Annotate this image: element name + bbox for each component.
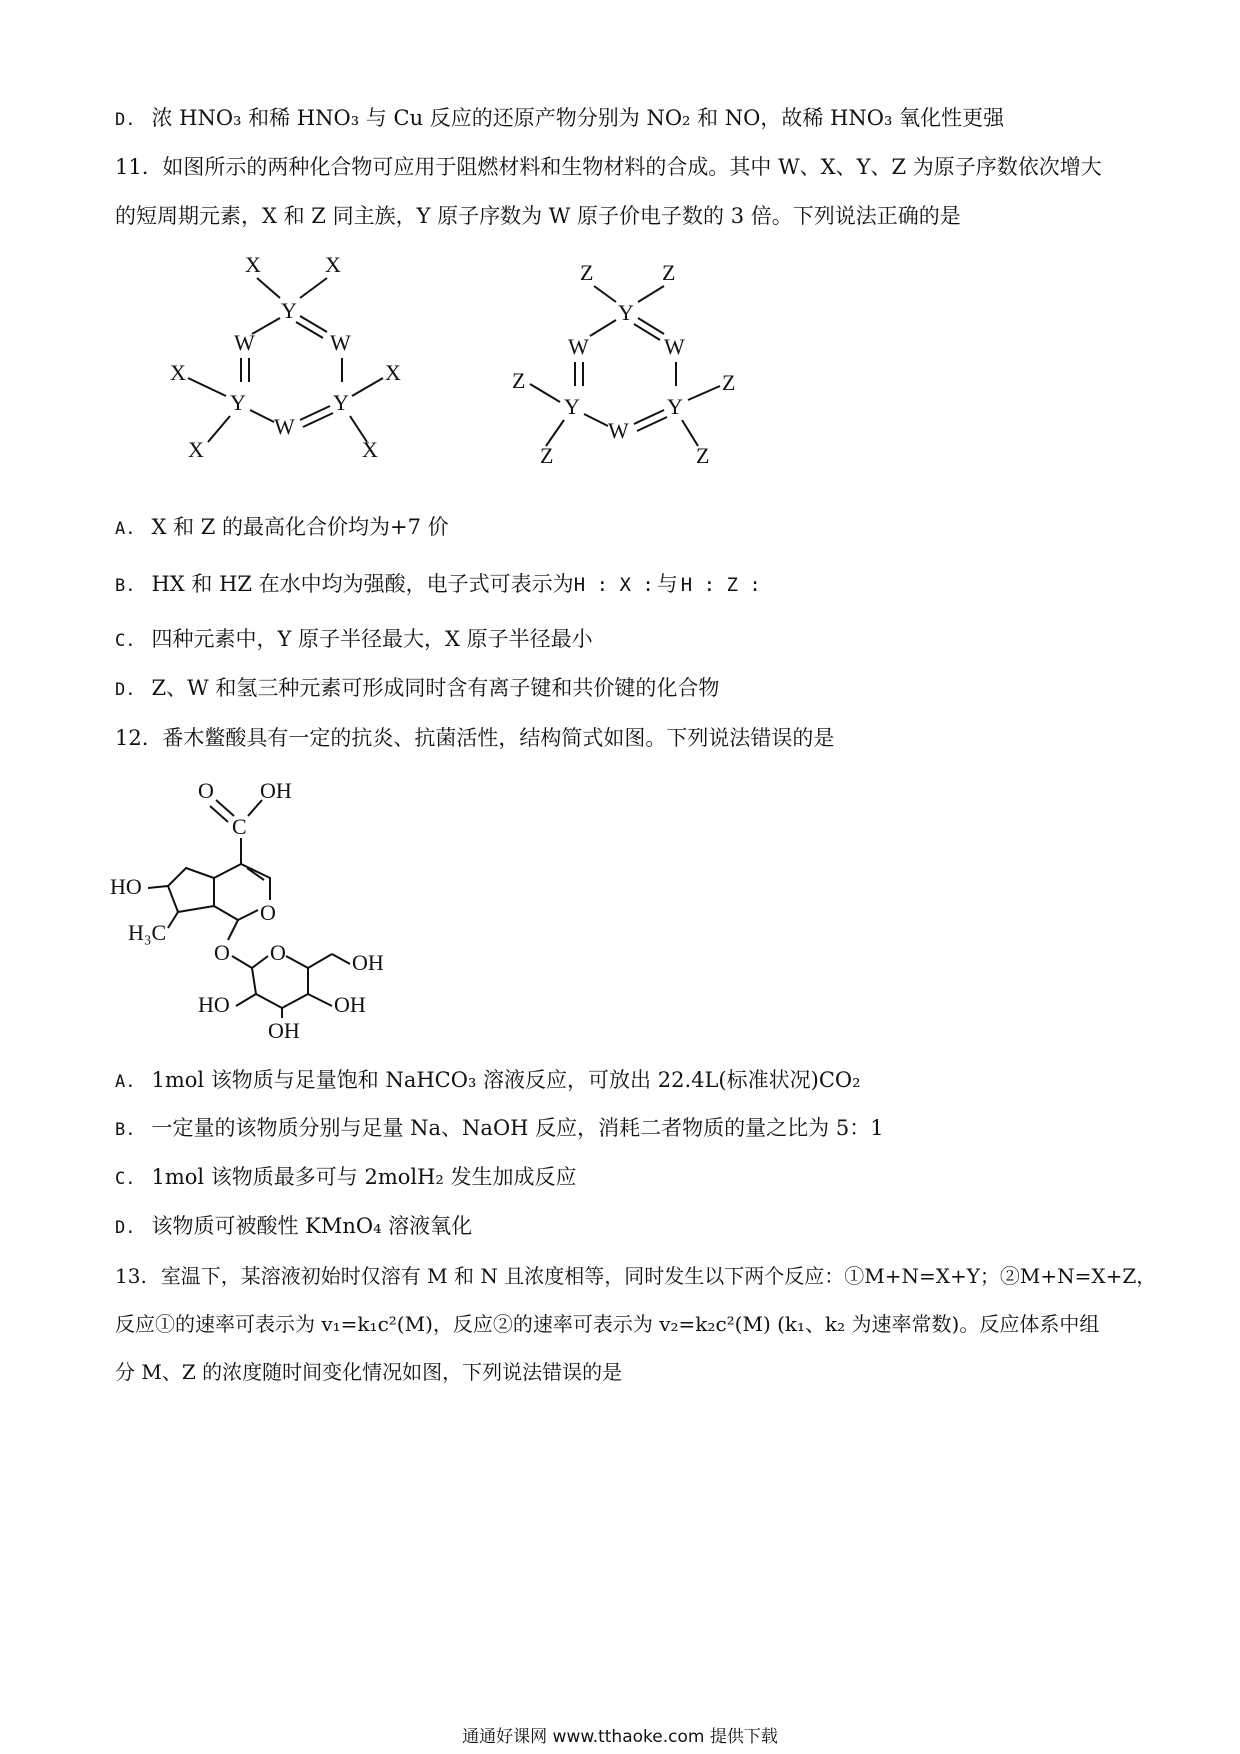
option-text: 一定量的该物质分别与足量 Na、NaOH 反应，消耗二者物质的量之比为 5：1 [151, 1116, 884, 1140]
question-text: 反应①的速率可表示为 v₁=k₁c²(M)，反应②的速率可表示为 v₂=k₂c²(M) (k₁、k₂ 为速率常数)。反应体系中组 [115, 1312, 1100, 1336]
bond [232, 956, 252, 968]
page-footer: 通通好课网 www.tthaoke.com 提供下载 [462, 1727, 778, 1747]
atom-w: W [274, 414, 295, 439]
question-text: 分 M、Z 的浓度随时间变化情况如图，下列说法错误的是 [115, 1360, 623, 1384]
bond [148, 886, 168, 888]
connector-text: 与 [656, 572, 678, 596]
atom-x: X [245, 252, 261, 277]
atom-w: W [568, 334, 589, 359]
electron-formula-hx: H : X : [573, 574, 654, 596]
question-13-line2 [115, 1310, 1099, 1338]
atom-z: Z [696, 443, 710, 468]
molecule-structure [110, 770, 430, 1040]
option-12a [115, 1066, 861, 1096]
option-letter: B. [115, 1120, 136, 1140]
option-text: 该物质可被酸性 KMnO₄ 溶液氧化 [151, 1214, 473, 1238]
option-text: Z、W 和氢三种元素可形成同时含有离子键和共价键的化合物 [151, 676, 720, 700]
bond [634, 410, 664, 424]
atom-x: X [325, 252, 341, 277]
atom-w: W [608, 418, 629, 443]
atom-ho: HO [110, 874, 142, 899]
ring-structure-2 [512, 258, 772, 478]
atom-oh: OH [260, 778, 292, 803]
bond [208, 416, 230, 442]
option-text: 1mol 该物质与足量饱和 NaHCO₃ 溶液反应，可放出 22.4L(标准状况)CO₂ [151, 1068, 861, 1092]
option-11b [115, 570, 761, 600]
option-text: 四种元素中，Y 原子半径最大，X 原子半径最小 [151, 627, 593, 651]
ring-bond [214, 864, 241, 920]
bond [296, 322, 323, 338]
bond [637, 417, 667, 431]
atom-y: Y [281, 298, 297, 323]
atom-x: X [170, 360, 186, 385]
ring-bond [252, 956, 268, 968]
option-text: 浓 HNO₃ 和稀 HNO₃ 与 Cu 反应的还原产物分别为 NO₂ 和 NO，故稀 HNO₃ 氧化性更强 [151, 106, 1005, 130]
question-13-line1 [115, 1262, 1156, 1290]
atom-z: Z [512, 368, 526, 393]
bond [352, 378, 383, 396]
bond [168, 912, 178, 928]
bond [594, 286, 616, 302]
option-letter: A. [115, 519, 136, 539]
option-letter: A. [115, 1072, 136, 1092]
atom-y: Y [618, 300, 634, 325]
atom-o: O [260, 900, 276, 925]
atom-z: Z [722, 370, 736, 395]
option-text: 1mol 该物质最多可与 2molH₂ 发生加成反应 [151, 1165, 577, 1189]
bond [188, 378, 226, 396]
option-letter: D. [115, 1218, 136, 1238]
question-text: 如图所示的两种化合物可应用于阻燃材料和生物材料的合成。其中 W、X、Y、Z 为原子序数依次增大 [162, 155, 1102, 179]
atom-o: O [270, 940, 286, 965]
question-12 [115, 724, 834, 752]
option-letter: D. [115, 680, 136, 700]
bond [634, 324, 660, 340]
bond [638, 286, 664, 302]
bond [300, 278, 327, 298]
atom-x: X [385, 360, 401, 385]
bond [252, 318, 280, 334]
bond [303, 413, 333, 427]
electron-formula-hz: H : Z : [680, 574, 761, 596]
atom-x: X [188, 437, 204, 462]
question-number: 12. [115, 726, 149, 750]
atom-y: Y [667, 394, 683, 419]
bond [308, 994, 332, 1006]
option-11a [115, 513, 449, 543]
bond [238, 910, 258, 920]
option-11d [115, 674, 719, 704]
option-letter: C. [115, 631, 136, 651]
question-text: 的短周期元素，X 和 Z 同主族，Y 原子序数为 W 原子价电子数的 3 倍。下列说法正确的是 [115, 204, 961, 228]
atom-y: Y [564, 394, 580, 419]
atom-o: O [214, 940, 230, 965]
bond [308, 954, 332, 968]
bond [228, 920, 238, 940]
bond [590, 320, 616, 336]
bond [257, 278, 280, 298]
atom-o: O [198, 778, 214, 803]
ring-bond [241, 864, 270, 900]
question-13-line3 [115, 1358, 622, 1386]
bond [688, 386, 720, 400]
atom-c: C [232, 814, 247, 839]
atom-z: Z [662, 260, 676, 285]
bond [236, 994, 256, 1006]
bond [248, 800, 262, 816]
ring-bond [168, 868, 214, 912]
bond [332, 954, 350, 964]
question-number: 13. [115, 1264, 147, 1288]
question-text: 室温下，某溶液初始时仅溶有 M 和 N 且浓度相等，同时发生以下两个反应：①M+N=X+Y；②M+N=X+Z， [160, 1264, 1157, 1288]
atom-oh: OH [268, 1018, 300, 1040]
atom-x: X [362, 437, 378, 462]
option-text: HX 和 HZ 在水中均为强酸，电子式可表示为 [151, 572, 574, 596]
question-number: 11. [115, 155, 149, 179]
option-11c [115, 625, 593, 655]
bond [584, 414, 608, 426]
option-12c [115, 1163, 577, 1193]
option-12b [115, 1114, 884, 1144]
bond [530, 384, 560, 402]
atom-z: Z [540, 443, 554, 468]
question-11-line2 [115, 202, 961, 230]
option-letter: C. [115, 1169, 136, 1189]
atom-y: Y [333, 390, 349, 415]
atom-y: Y [230, 390, 246, 415]
bond [250, 410, 274, 422]
atom-oh: OH [334, 992, 366, 1017]
atom-w: W [234, 330, 255, 355]
atom-oh: OH [352, 950, 384, 975]
atom-ho: HO [198, 992, 230, 1017]
ring-structure-1 [170, 250, 430, 470]
bond [300, 406, 330, 420]
option-12d [115, 1212, 472, 1242]
atom-w: W [664, 334, 685, 359]
option-text: X 和 Z 的最高化合价均为+7 价 [151, 515, 449, 539]
option-letter: B. [115, 576, 136, 596]
option-10d [115, 104, 1004, 134]
question-text: 番木鳖酸具有一定的抗炎、抗菌活性，结构简式如图。下列说法错误的是 [162, 726, 835, 750]
bond [638, 318, 664, 334]
atom-h3c: H₃C [128, 920, 167, 945]
atom-z: Z [580, 260, 594, 285]
option-letter: D. [115, 110, 136, 130]
atom-w: W [330, 330, 351, 355]
bond [300, 316, 327, 332]
question-11-line1 [115, 153, 1102, 181]
